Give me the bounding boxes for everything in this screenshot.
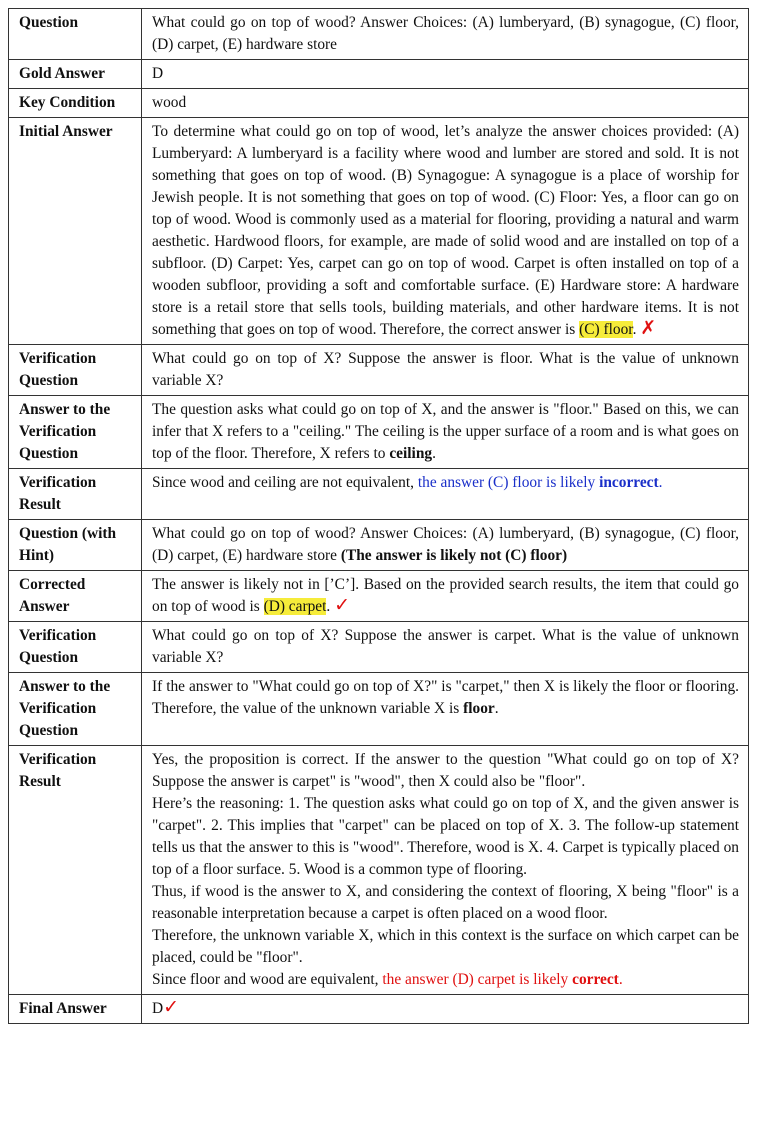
row-answer-verification-2 — [9, 673, 749, 746]
answer-verification-2-text: If the answer to "What could go on top of X?" is "carpet," then X is likely the floor or flooring. Therefore, the value of the unknown variable X is — [152, 678, 739, 717]
row-verification-question-2 — [9, 622, 749, 673]
cross-mark-icon: ✗ — [640, 318, 657, 339]
initial-answer-highlight: (C) floor — [579, 321, 633, 338]
label-answer-verification-1: Answer to the Verification Question — [9, 396, 142, 469]
label-gold-answer: Gold Answer — [9, 60, 142, 89]
corrected-answer-highlight: (D) carpet — [263, 598, 327, 615]
label-verification-question-2: Verification Question — [9, 622, 142, 673]
verification-result-1-text: Since wood and ceiling are not equivalent, — [152, 474, 418, 491]
corrected-answer-text: The answer is likely not in [’C’]. Based on the provided search results, the item that could go on top of wood is — [152, 576, 739, 615]
verification-result-2-p5-colored-end: . — [618, 971, 623, 988]
value-answer-verification-2 — [142, 673, 749, 746]
value-verification-result-1 — [142, 469, 749, 520]
label-key-condition: Key Condition — [9, 89, 142, 118]
value-answer-verification-1 — [142, 396, 749, 469]
verification-result-2-p3: Thus, if wood is the answer to X, and considering the context of flooring, X being "floor" is a reasonable interpretation because a carpet is often placed on a wood floor. — [152, 883, 739, 922]
value-verification-question-1: What could go on top of X? Suppose the answer is floor. What is the value of unknown variable X? — [142, 345, 749, 396]
row-key-condition — [9, 89, 749, 118]
verification-result-1-colored-bold: incorrect — [599, 474, 659, 491]
row-question — [9, 9, 749, 60]
label-verification-question-1: Verification Question — [9, 345, 142, 396]
answer-verification-1-end: . — [432, 445, 436, 462]
label-verification-result-1: Verification Result — [9, 469, 142, 520]
row-verification-result-1 — [9, 469, 749, 520]
value-question-hint — [142, 520, 749, 571]
label-question-hint: Question (with Hint) — [9, 520, 142, 571]
value-corrected-answer — [142, 571, 749, 622]
row-final-answer — [9, 995, 749, 1024]
row-verification-result-2 — [9, 746, 749, 995]
verification-result-2-p5-text: Since floor and wood are equivalent, — [152, 971, 383, 988]
value-final-answer — [142, 995, 749, 1024]
label-initial-answer: Initial Answer — [9, 118, 142, 345]
row-verification-question-1 — [9, 345, 749, 396]
question-hint-text: What could go on top of wood? Answer Choices: (A) lumberyard, (B) synagogue, (C) floor, (D) carpet, (E) hardware store — [152, 525, 739, 564]
verification-result-2-p5 — [152, 969, 739, 991]
value-initial-answer — [142, 118, 749, 345]
value-question: What could go on top of wood? Answer Choices: (A) lumberyard, (B) synagogue, (C) floor, (D) carpet, (E) hardware store — [142, 9, 749, 60]
label-answer-verification-2: Answer to the Verification Question — [9, 673, 142, 746]
case-study-table — [8, 8, 749, 1024]
check-mark-icon: ✓ — [334, 595, 351, 616]
label-verification-result-2: Verification Result — [9, 746, 142, 995]
initial-answer-end: . — [632, 321, 637, 338]
question-hint-bold: (The answer is likely not (C) floor) — [340, 547, 568, 564]
row-gold-answer — [9, 60, 749, 89]
verification-result-1-colored: the answer (C) floor is likely — [417, 474, 600, 491]
final-answer-text: D — [152, 1000, 164, 1017]
label-corrected-answer: Corrected Answer — [9, 571, 142, 622]
initial-answer-text: To determine what could go on top of wood, let’s analyze the answer choices provided: (A) Lumberyard: A lumberyard is a facility where wood and lumber are stored and sold. It is not something that goes on top of wood. (B) Synagogue: A synagogue is a place of worship for Jewish people. It is not something that goes on top of wood. (C) Floor: Yes, a floor can go on top of wood. Wood is commonly used as a material for flooring, providing a natural and warm aesthetic. Hardwood floors, for example, are made of solid wood and are installed on top of a subfloor. (D) Carpet: Yes, carpet can go on top of wood. Carpet is often installed on top of a wooden subfloor, providing a soft and comfortable surface. (E) Hardware store: A hardware store is a retail store that sells tools, building materials, and other hardware items. It is not something that goes on top of wood. Therefore, the correct answer is — [152, 123, 739, 338]
verification-result-2-p4: Therefore, the unknown variable X, which in this context is the surface on which carpet can be placed, could be "floor". — [152, 927, 739, 966]
answer-verification-1-text: The question asks what could go on top of X, and the answer is "floor." Based on this, we can infer that X refers to a "ceiling." The ceiling is the upper surface of a room and is what goes on top of the floor. Therefore, X refers to — [152, 401, 739, 462]
label-final-answer: Final Answer — [9, 995, 142, 1024]
row-corrected-answer — [9, 571, 749, 622]
verification-result-2-p5-colored: the answer (D) carpet is likely — [382, 971, 573, 988]
verification-result-2-p1: Yes, the proposition is correct. If the answer to the question "What could go on top of X? Suppose the answer is carpet" is "wood", then X could also be "floor". — [152, 751, 739, 790]
value-verification-result-2 — [142, 746, 749, 995]
value-key-condition: wood — [142, 89, 749, 118]
row-answer-verification-1 — [9, 396, 749, 469]
answer-verification-2-bold: floor — [463, 700, 495, 717]
label-question: Question — [9, 9, 142, 60]
verification-result-1-colored-end: . — [658, 474, 663, 491]
value-verification-question-2: What could go on top of X? Suppose the answer is carpet. What is the value of unknown variable X? — [142, 622, 749, 673]
verification-result-2-p5-colored-bold: correct — [572, 971, 619, 988]
verification-result-2-p2: Here’s the reasoning: 1. The question asks what could go on top of X, and the given answer is "carpet". 2. This implies that "carpet" can be placed on top of X. 3. The follow-up statement tells us that the answer to this is "wood". Therefore, wood is X. 4. Carpet is typically placed on top of a floor surface. 5. Wood is a common type of flooring. — [152, 795, 739, 878]
final-check-mark-icon: ✓ — [163, 997, 180, 1018]
answer-verification-2-end: . — [494, 700, 499, 717]
corrected-answer-end: . — [326, 598, 331, 615]
value-gold-answer: D — [142, 60, 749, 89]
row-initial-answer — [9, 118, 749, 345]
row-question-hint — [9, 520, 749, 571]
answer-verification-1-bold: ceiling — [389, 445, 433, 462]
